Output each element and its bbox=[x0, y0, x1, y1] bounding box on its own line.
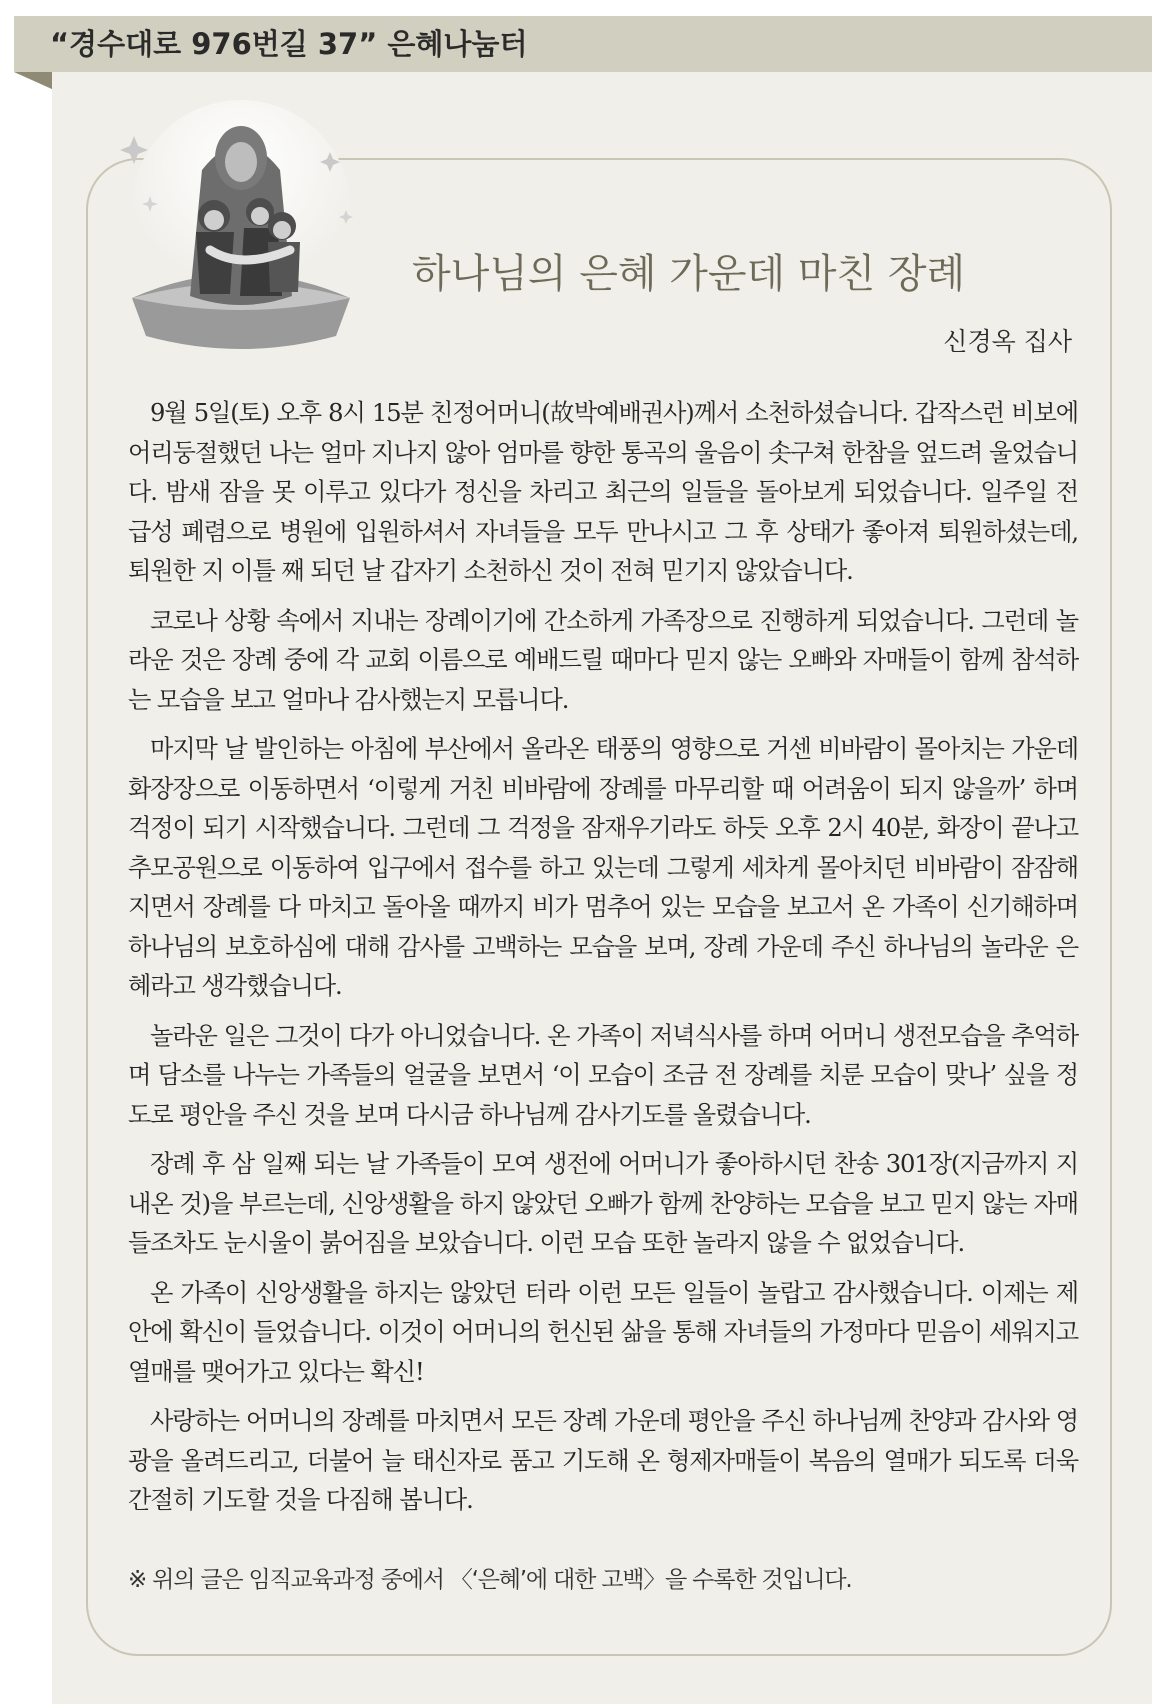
jesus-embracing-children-illustration bbox=[110, 100, 372, 362]
section-title: “경수대로 976번길 37” 은혜나눔터 bbox=[50, 27, 528, 61]
footnote: ※ 위의 글은 임직교육과정 중에서 〈‘은혜’에 대한 고백〉을 수록한 것입니다. bbox=[128, 1567, 852, 1593]
article-title: 하나님의 은혜 가운데 마친 장례 bbox=[412, 251, 966, 297]
header-fold bbox=[14, 72, 54, 90]
paragraph: 온 가족이 신앙생활을 하지는 않았던 터라 이런 모든 일들이 놀랍고 감사했습니다. 이제는 제 안에 확신이 들었습니다. 이것이 어머니의 헌신된 삶을 통해 자녀들의 가정마다 믿음이 세워지고 열매를 맺어가고 있다는 확신! bbox=[128, 1278, 1078, 1386]
paragraph: 사랑하는 어머니의 장례를 마치면서 모든 장례 가운데 평안을 주신 하나님께 찬양과 감사와 영광을 올려드리고, 더불어 늘 태신자로 품고 기도해 온 형제자매들이 복음의 열매가 되도록 더욱 간절히 기도할 것을 다짐해 봅니다. bbox=[128, 1407, 1078, 1514]
paragraph: 코로나 상황 속에서 지내는 장례이기에 간소하게 가족장으로 진행하게 되었습니다. 그런데 놀라운 것은 장례 중에 각 교회 이름으로 예배드릴 때마다 믿지 않는 오빠와 자매들이 함께 참석하는 모습을 보고 얼마나 감사했는지 모릅니다. bbox=[128, 606, 1078, 714]
article-body bbox=[128, 394, 1078, 1531]
paragraph: 놀라운 일은 그것이 다가 아니었습니다. 온 가족이 저녁식사를 하며 어머니 생전모습을 추억하며 담소를 나누는 가족들의 얼굴을 보면서 ‘이 모습이 조금 전 장례를 치룬 모습이 맞나’ 싶을 정도로 평안을 주신 것을 보며 다시금 하나님께 감사기도를 올렸습니다. bbox=[128, 1021, 1078, 1129]
paragraph: 마지막 날 발인하는 아침에 부산에서 올라온 태풍의 영향으로 거센 비바람이 몰아치는 가운데 화장장으로 이동하면서 ‘이렇게 거친 비바람에 장례를 마무리할 때 어려움이 되지 않을까’ 하며 걱정이 되기 시작했습니다. 그런데 그 걱정을 잠재우기라도 하듯 오후 2시 40분, 화장이 끝나고 추모공원으로 이동하여 입구에서 접수를 하고 있는데 그렇게 세차게 몰아치던 비바람이 잠잠해지면서 장례를 다 마치고 돌아올 때까지 비가 멈추어 있는 모습을 보고서 온 가족이 신기해하며 하나님의 보호하심에 대해 감사를 고백하는 모습을 보며, 장례 가운데 주신 하나님의 놀라운 은혜라고 생각했습니다. bbox=[128, 735, 1078, 1000]
author-name: 신경옥 집사 bbox=[943, 327, 1072, 356]
paragraph: 장례 후 삼 일째 되는 날 가족들이 모여 생전에 어머니가 좋아하시던 찬송 301장(지금까지 지내온 것)을 부르는데, 신앙생활을 하지 않았던 오빠가 함께 찬양하는 모습을 보고 믿지 않는 자매들조차도 눈시울이 붉어짐을 보았습니다. 이런 모습 또한 놀라지 않을 수 없었습니다. bbox=[128, 1150, 1078, 1257]
paragraph: 9월 5일(토) 오후 8시 15분 친정어머니(故박예배권사)께서 소천하셨습니다. 갑작스런 비보에 어리둥절했던 나는 얼마 지나지 않아 엄마를 향한 통곡의 울음이 솟구쳐 한참을 엎드려 울었습니다. 밤새 잠을 못 이루고 있다가 정신을 차리고 최근의 일들을 돌아보게 되었습니다. 일주일 전 급성 폐렴으로 병원에 입원하셔서 자녀들을 모두 만나시고 그 후 상태가 좋아져 퇴원하셨는데, 퇴원한 지 이틀 째 되던 날 갑자기 소천하신 것이 전혀 믿기지 않았습니다. bbox=[128, 399, 1078, 585]
